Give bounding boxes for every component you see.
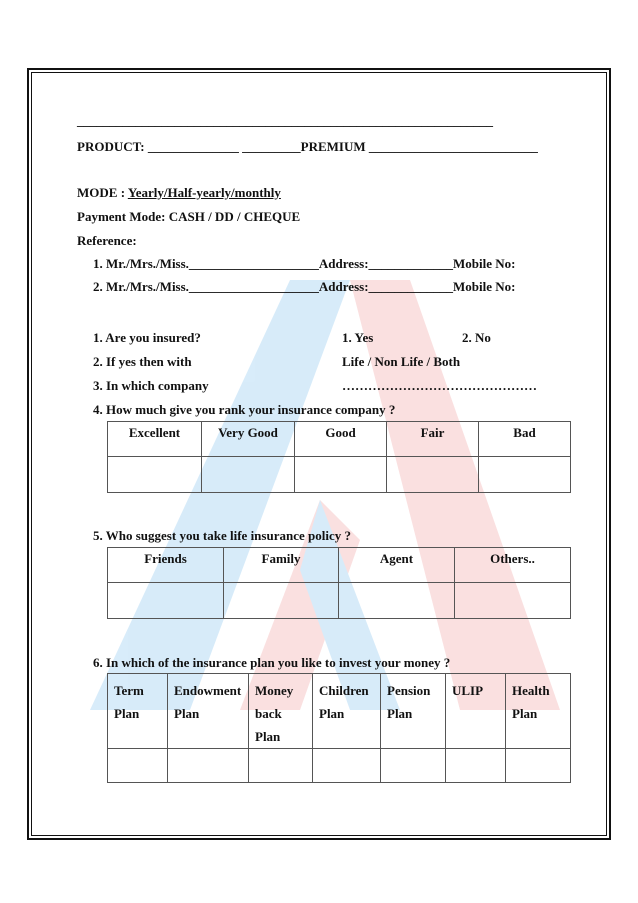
q4-rating-table — [107, 421, 571, 493]
q6-cell-children[interactable] — [313, 749, 381, 783]
q4-cell-good[interactable] — [295, 457, 387, 493]
q6-plan-table — [107, 673, 571, 783]
q5-header-agent: Agent — [339, 548, 455, 583]
question-4: 4. How much give you rank your insurance company ? — [93, 402, 396, 417]
reference-2: 2. Mr./Mrs./Miss.____________________Address:_____________Mobile No: — [93, 279, 516, 294]
q6-cell-money-back[interactable] — [249, 749, 313, 783]
q3-answer: ……………………………………… — [342, 378, 537, 393]
q2-answer: Life / Non Life / Both — [342, 354, 461, 369]
q6-cell-pension[interactable] — [381, 749, 446, 783]
question-6: 6. In which of the insurance plan you like to invest your money ? — [93, 655, 451, 670]
q5-header-others: Others.. — [455, 548, 571, 583]
q4-cell-excellent[interactable] — [108, 457, 202, 493]
q6-header-term-plan — [108, 674, 168, 749]
q6-children-line1: Children — [319, 683, 369, 698]
q6-header-children-plan — [313, 674, 381, 749]
q6-cell-endowment[interactable] — [168, 749, 249, 783]
question-5: 5. Who suggest you take life insurance policy ? — [93, 528, 351, 543]
q6-cell-term[interactable] — [108, 749, 168, 783]
q4-header-very-good: Very Good — [202, 422, 295, 457]
mode-label: MODE : — [77, 185, 126, 200]
q6-pension-line1: Pension — [387, 683, 431, 698]
q5-header-friends: Friends — [108, 548, 224, 583]
q6-money-line1: Money — [255, 683, 294, 698]
q6-header-pension-plan — [381, 674, 446, 749]
q4-header-fair: Fair — [387, 422, 479, 457]
q6-header-health-plan — [506, 674, 571, 749]
q6-header-ulip — [446, 674, 506, 749]
q6-endowment-line1: Endowment — [174, 683, 242, 698]
q4-cell-bad[interactable] — [479, 457, 571, 493]
q6-health-line1: Health — [512, 683, 550, 698]
q6-health-line2: Plan — [512, 706, 538, 721]
q6-cell-ulip[interactable] — [446, 749, 506, 783]
q4-header-bad: Bad — [479, 422, 571, 457]
q6-money-line3: Plan — [255, 729, 281, 744]
q5-cell-agent[interactable] — [339, 583, 455, 619]
q5-header-family: Family — [224, 548, 339, 583]
mode-value: Yearly/Half-yearly/monthly — [127, 185, 281, 200]
q6-children-line2: Plan — [319, 706, 345, 721]
q6-money-line2: back — [255, 706, 282, 721]
q6-term-line2: Plan — [114, 706, 140, 721]
q1-option-yes: 1. Yes — [342, 330, 374, 345]
mode-row — [77, 185, 281, 201]
q5-suggestion-table — [107, 547, 571, 619]
q6-header-money-back-plan — [249, 674, 313, 749]
question-3: 3. In which company — [93, 378, 209, 393]
q4-header-good: Good — [295, 422, 387, 457]
q6-header-endowment-plan — [168, 674, 249, 749]
q6-ulip-line1: ULIP — [452, 683, 484, 698]
q5-cell-friends[interactable] — [108, 583, 224, 619]
q4-cell-fair[interactable] — [387, 457, 479, 493]
q1-option-no: 2. No — [462, 330, 491, 345]
q4-cell-very-good[interactable] — [202, 457, 295, 493]
q5-cell-family[interactable] — [224, 583, 339, 619]
q6-cell-health[interactable] — [506, 749, 571, 783]
q5-cell-others[interactable] — [455, 583, 571, 619]
payment-mode: Payment Mode: CASH / DD / CHEQUE — [77, 209, 301, 224]
question-1: 1. Are you insured? — [93, 330, 201, 345]
q6-term-line1: Term — [114, 683, 144, 698]
product-premium-line: PRODUCT: ______________ _________PREMIUM __________________________ — [77, 139, 538, 154]
q4-header-excellent: Excellent — [108, 422, 202, 457]
q6-pension-line2: Plan — [387, 706, 413, 721]
question-2: 2. If yes then with — [93, 354, 192, 369]
q6-endowment-line2: Plan — [174, 706, 200, 721]
reference-label: Reference: — [77, 233, 137, 248]
top-blank-line: ________________________________________________________________ — [77, 113, 493, 128]
reference-1: 1. Mr./Mrs./Miss.____________________Address:_____________Mobile No: — [93, 256, 516, 271]
